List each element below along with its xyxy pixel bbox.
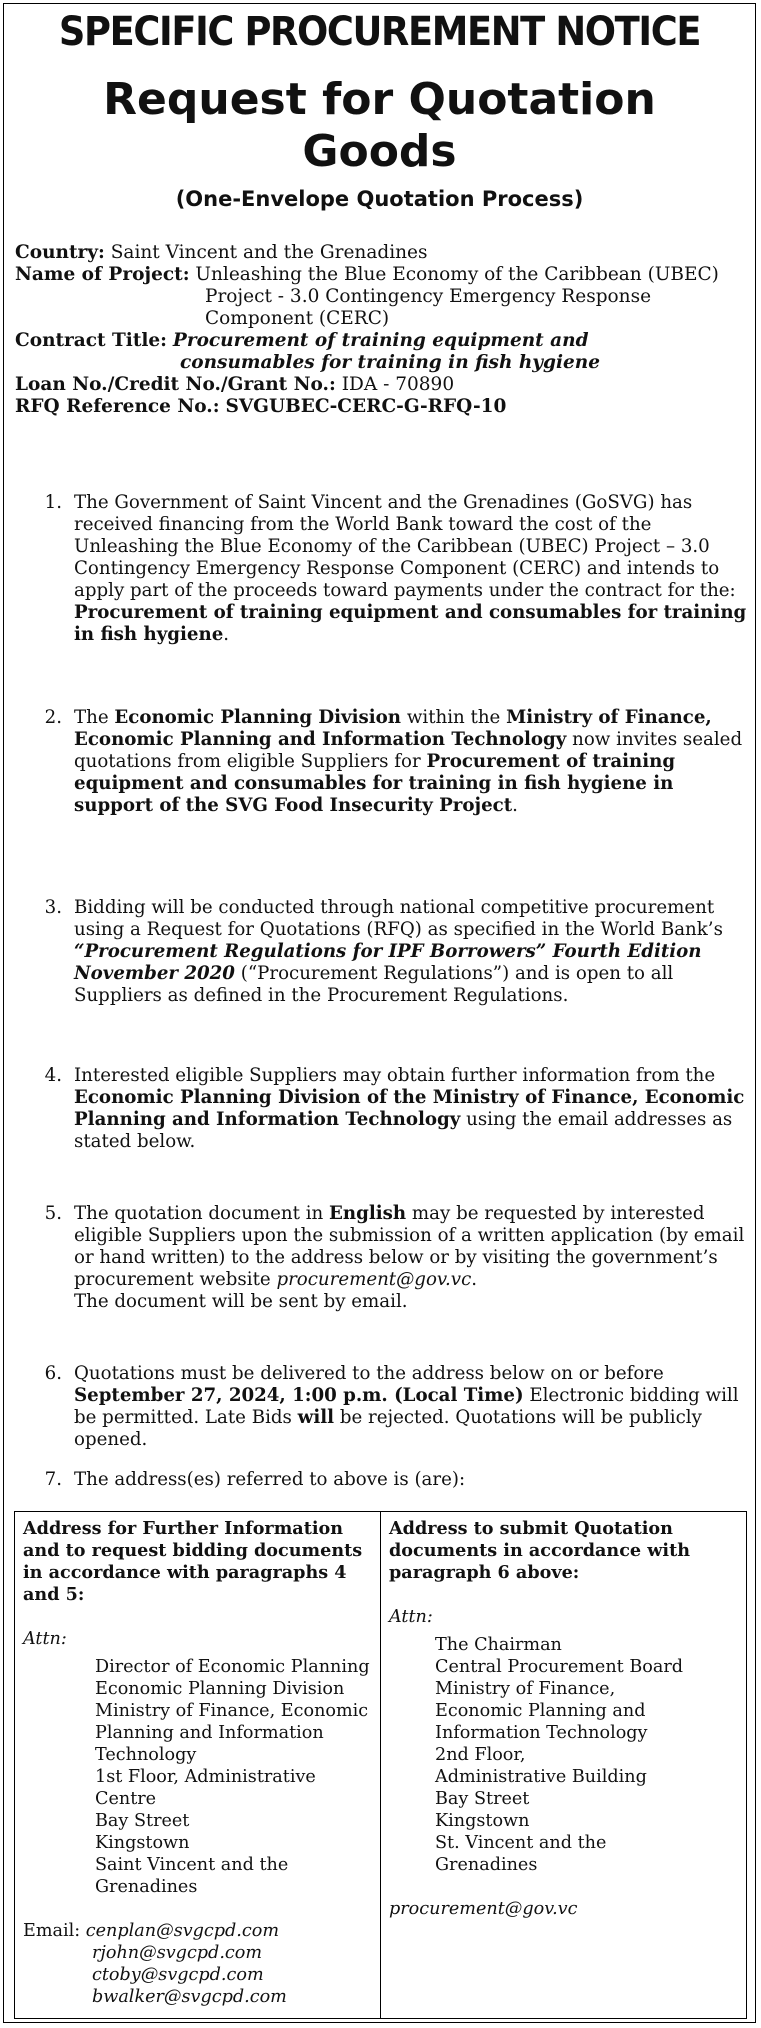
paragraph-text: Bidding will be conducted through national competitive procurement using a Request for Quotations (RFQ) as specified in the World Bank’s <box>74 897 723 940</box>
address-line: Kingstown <box>95 1833 190 1853</box>
attn-label: Attn: <box>389 1607 433 1627</box>
email-link[interactable]: bwalker@svgcpd.com <box>92 1987 287 2007</box>
address-line: Economic Planning and <box>435 1701 646 1721</box>
attn-label: Attn: <box>23 1629 67 1649</box>
submission-address-cell <box>381 1512 747 2019</box>
paragraph-1 <box>42 492 752 646</box>
contract-line-2: consumables for training in fish hygiene <box>180 352 600 373</box>
project-line-2: Project - 3.0 Contingency Emergency Response <box>205 286 652 307</box>
paragraph-number: 4. <box>44 1065 62 1086</box>
rfq-value: SVGUBEC-CERC-G-RFQ-10 <box>225 396 507 417</box>
emphasis-will: will <box>297 1407 335 1428</box>
division-ministry-name: Economic Planning Division of the Ministry of Finance, Economic Planning and Information Technology <box>74 1087 745 1130</box>
address-line: Economic Planning Division <box>95 1679 345 1699</box>
paragraph-text: using the email addresses as stated below. <box>74 1109 733 1152</box>
paragraph-note: The document will be sent by email. <box>74 1291 408 1312</box>
address-line: Ministry of Finance, <box>435 1679 616 1699</box>
paragraph-number: 7. <box>44 1469 62 1490</box>
notice-metadata <box>15 242 745 418</box>
rfq-row <box>15 396 745 418</box>
contract-line-1: Procurement of training equipment and <box>172 330 589 351</box>
loan-value: IDA - 70890 <box>341 374 455 395</box>
country-label: Country: <box>15 242 105 263</box>
project-line-1: Unleashing the Blue Economy of the Caribbean (UBEC) <box>195 264 719 285</box>
procurement-title: Procurement of training equipment and consumables for training in fish hygiene in support of the SVG Food Insecurity Project <box>74 751 676 816</box>
further-info-address-lines <box>23 1656 372 1898</box>
rfq-label: RFQ Reference No.: <box>15 396 220 417</box>
address-line: Information Technology <box>435 1723 648 1743</box>
division-name: Economic Planning Division <box>114 707 402 728</box>
paragraph-4 <box>42 1065 752 1153</box>
regulations-title: “Procurement Regulations for IPF Borrowers” Fourth Edition November 2020 <box>74 941 702 984</box>
project-label: Name of Project: <box>15 264 190 285</box>
project-line-3: Component (CERC) <box>205 308 390 329</box>
address-line: Bay Street <box>435 1789 530 1809</box>
email-link[interactable]: cenplan@svgcpd.com <box>85 1921 280 1941</box>
paragraph-text: be rejected. Quotations will be publicly opened. <box>74 1407 702 1450</box>
address-line: Technology <box>95 1745 197 1765</box>
notice-title: SPECIFIC PROCUREMENT NOTICE <box>58 9 701 55</box>
address-line: Ministry of Finance, Economic <box>95 1701 369 1721</box>
country-row <box>15 242 745 264</box>
paragraph-text: now invites sealed quotations from eligible Suppliers for <box>74 729 743 772</box>
email-list <box>23 1920 372 2008</box>
ministry-name: Ministry of Finance, Economic Planning and Information Technology <box>74 707 712 750</box>
address-line: Planning and Information <box>95 1723 324 1743</box>
email-link[interactable]: rjohn@svgcpd.com <box>92 1943 263 1963</box>
paragraph-number: 5. <box>44 1203 62 1224</box>
procurement-notice <box>3 3 756 2023</box>
paragraph-text: The <box>74 707 115 728</box>
paragraph-text: The Government of Saint Vincent and the Grenadines (GoSVG) has received financing from the World Bank toward the cost of the Unleashing the Blue Economy of the Caribbean (UBEC) Project – 3.0 Contingency Emergency Response Component (CERC) and intends to apply part of the proceeds toward payments under the contract for the: <box>74 492 736 601</box>
paragraph-number: 6. <box>44 1363 62 1384</box>
address-line: Bay Street <box>95 1811 190 1831</box>
paragraph-number: 3. <box>44 897 62 918</box>
address-table <box>14 1511 747 2019</box>
submission-heading: Address to submit Quotation documents in accordance with paragraph 6 above: <box>389 1518 691 1583</box>
address-line: Kingstown <box>435 1811 530 1831</box>
deadline: September 27, 2024, 1:00 p.m. (Local Time) <box>74 1385 524 1406</box>
address-line: Central Procurement Board <box>435 1657 684 1677</box>
paragraph-number: 2. <box>44 707 62 728</box>
submission-address-lines <box>389 1634 738 1876</box>
email-label: Email: <box>23 1921 81 1941</box>
paragraph-text: (“Procurement Regulations”) and is open to all Suppliers as defined in the Procurement Regulations. <box>74 963 674 1006</box>
paragraph-end: . <box>223 624 230 645</box>
address-line: Administrative Building <box>435 1767 647 1787</box>
process-type: (One-Envelope Quotation Process) <box>175 187 584 211</box>
submission-email-link[interactable]: procurement@gov.vc <box>389 1899 578 1919</box>
paragraph-text: The address(es) referred to above is (are): <box>74 1469 466 1490</box>
address-line: Grenadines <box>435 1855 538 1875</box>
contract-row <box>15 330 745 352</box>
contract-label: Contract Title: <box>15 330 168 351</box>
paragraph-text: Quotations must be delivered to the address below on or before <box>74 1363 664 1384</box>
paragraph-text: within the <box>401 707 507 728</box>
loan-row <box>15 374 745 396</box>
paragraph-2 <box>42 707 752 817</box>
paragraph-text: The quotation document in <box>74 1203 330 1224</box>
project-row <box>15 264 745 286</box>
country-value: Saint Vincent and the Grenadines <box>110 242 428 263</box>
paragraph-6 <box>42 1363 752 1451</box>
paragraph-number: 1. <box>44 492 62 513</box>
address-line: Saint Vincent and the Grenadines <box>95 1855 289 1897</box>
email-link[interactable]: ctoby@svgcpd.com <box>92 1965 264 1985</box>
paragraph-7 <box>42 1469 752 1491</box>
subtitle-line-1: Request for Quotation <box>103 74 656 125</box>
paragraph-end: . <box>471 1269 478 1290</box>
address-line: 2nd Floor, <box>435 1745 526 1765</box>
notice-subtitle <box>4 74 755 178</box>
further-info-address-cell <box>15 1512 381 2019</box>
address-line: The Chairman <box>435 1635 562 1655</box>
paragraph-text: may be requested by interested eligible Suppliers upon the submission of a written application (by email or hand written) to the address below or by visiting the government’s procurement website <box>74 1203 745 1290</box>
address-line: Director of Economic Planning <box>95 1657 370 1677</box>
paragraph-3 <box>42 897 752 1007</box>
address-line: St. Vincent and the <box>435 1833 607 1853</box>
address-line: 1st Floor, Administrative Centre <box>95 1767 316 1809</box>
paragraph-text: Interested eligible Suppliers may obtain further information from the <box>74 1065 716 1086</box>
paragraph-5 <box>42 1203 752 1313</box>
further-info-heading: Address for Further Information and to request bidding documents in accordance with paragraphs 4 and 5: <box>23 1518 363 1605</box>
subtitle-line-2: Goods <box>302 126 457 177</box>
paragraph-text: Electronic bidding will be permitted. Late Bids <box>74 1385 739 1428</box>
paragraph-end: . <box>512 795 518 816</box>
loan-label: Loan No./Credit No./Grant No.: <box>15 374 336 395</box>
language: English <box>329 1203 407 1224</box>
paragraph-bold: Procurement of training equipment and consumables for training in fish hygiene <box>74 602 747 645</box>
procurement-website: procurement@gov.vc <box>276 1269 472 1290</box>
